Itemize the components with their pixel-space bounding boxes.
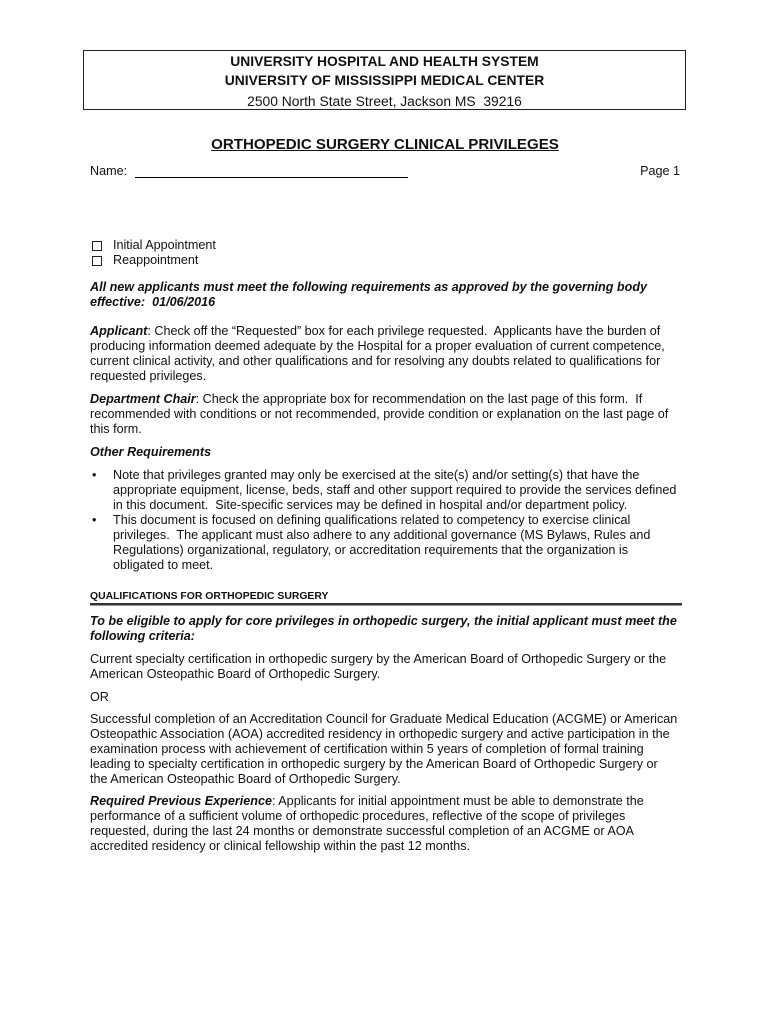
residency-paragraph [90, 712, 677, 787]
other-requirements-list [90, 468, 676, 573]
list-item-line: Regulations) organizational, regulatory, or accreditation requirements that the organization is [113, 543, 628, 557]
eligibility-paragraph [90, 614, 677, 644]
applicant-line: current clinical activity, and other qualifications and for resolving any doubts related to qualifications for [90, 354, 661, 368]
section-divider [90, 603, 682, 606]
department-chair-line: this form. [90, 422, 142, 436]
or-label: OR [90, 690, 109, 704]
reappointment-checkbox[interactable] [92, 256, 102, 266]
initial-appointment-label: Initial Appointment [113, 238, 216, 252]
previous-experience-line: accredited residency or clinical fellowship within the past 12 months. [90, 839, 471, 853]
residency-line: leading to specialty certification in orthopedic surgery by the American Board of Orthopedic Surgery or [90, 757, 658, 771]
list-item-line: Note that privileges granted may only be exercised at the site(s) and/or setting(s) that have the [113, 468, 640, 482]
previous-experience-line: requested, during the last 24 months or demonstrate successful completion of an ACGME or AOA [90, 824, 634, 838]
residency-line: the American Osteopathic Board of Orthopedic Surgery. [90, 772, 401, 786]
eligibility-line: following criteria: [90, 629, 195, 643]
list-item-line: in this document. Site-specific services may be defined in hospital and/or department policy. [113, 498, 628, 512]
list-item-line: privileges. The applicant must also adhere to any additional governance (MS Bylaws, Rules and [113, 528, 651, 542]
or-separator [90, 690, 109, 705]
applicant-line [90, 324, 665, 339]
medical-center-name: UNIVERSITY OF MISSISSIPPI MEDICAL CENTER [224, 72, 545, 88]
applicant-line-text: : Check off the “Requested” box for each privilege requested. Applicants have the burden of [147, 324, 661, 338]
list-item-line: appropriate equipment, license, beds, staff and other support required to provide the services defined [113, 483, 677, 497]
other-requirements-heading: Other Requirements [90, 445, 212, 459]
applicant-line: producing information deemed adequate by the Hospital for a proper evaluation of current competence, [90, 339, 665, 353]
list-item [90, 468, 676, 513]
list-item-line: obligated to meet. [113, 558, 214, 572]
name-label: Name: [90, 164, 128, 178]
certification-paragraph [90, 652, 666, 682]
bullet-icon [92, 468, 102, 483]
applicant-line: requested privileges. [90, 369, 207, 383]
header-box [83, 50, 686, 110]
previous-experience-label: Required Previous Experience [90, 794, 272, 808]
list-item-line: This document is focused on defining qualifications related to competency to exercise clinical [113, 513, 631, 527]
page-number: Page 1 [640, 164, 680, 178]
department-chair-line [90, 392, 668, 407]
other-requirements-heading-block [90, 445, 211, 460]
previous-experience-line [90, 794, 644, 809]
bullet-icon [92, 513, 102, 528]
institution-name: UNIVERSITY HOSPITAL AND HEALTH SYSTEM [230, 53, 539, 69]
department-chair-line: recommended with conditions or not recommended, provide condition or explanation on the last page of [90, 407, 669, 421]
previous-experience-paragraph [90, 794, 644, 854]
department-chair-line-text: : Check the appropriate box for recommendation on the last page of this form. If [195, 392, 643, 406]
applicant-paragraph [90, 324, 665, 384]
notice-line: effective: 01/06/2016 [90, 295, 216, 309]
document-title: ORTHOPEDIC SURGERY CLINICAL PRIVILEGES [211, 136, 559, 153]
residency-line: Successful completion of an Accreditation Council for Graduate Medical Education (ACGME) or American [90, 712, 678, 726]
residency-line: examination process with achievement of certification within 5 years of completion of formal training [90, 742, 644, 756]
previous-experience-line-text: : Applicants for initial appointment must be able to demonstrate the [271, 794, 644, 808]
initial-appointment-checkbox[interactable] [92, 241, 102, 251]
certification-line: Current specialty certification in orthopedic surgery by the American Board of Orthopedic Surgery or the [90, 652, 667, 666]
qualifications-heading: QUALIFICATIONS FOR ORTHOPEDIC SURGERY [90, 591, 329, 602]
notice-line: All new applicants must meet the following requirements as approved by the governing body [90, 280, 648, 294]
name-field[interactable] [135, 162, 408, 178]
department-chair-paragraph [90, 392, 668, 437]
eligibility-line: To be eligible to apply for core privileges in orthopedic surgery, the initial applicant must meet the [90, 614, 677, 628]
applicant-label: Applicant [90, 324, 148, 338]
list-item [90, 513, 676, 573]
institution-address: 2500 North State Street, Jackson MS 39216 [247, 93, 522, 109]
reappointment-label: Reappointment [113, 253, 199, 267]
department-chair-label: Department Chair [90, 392, 196, 406]
certification-line: American Osteopathic Board of Orthopedic Surgery. [90, 667, 381, 681]
requirements-notice [90, 280, 647, 310]
previous-experience-line: performance of a sufficient volume of orthopedic procedures, reflective of the scope of privileges [90, 809, 626, 823]
residency-line: Osteopathic Association (AOA) accredited residency in orthopedic surgery and active participation in the [90, 727, 670, 741]
